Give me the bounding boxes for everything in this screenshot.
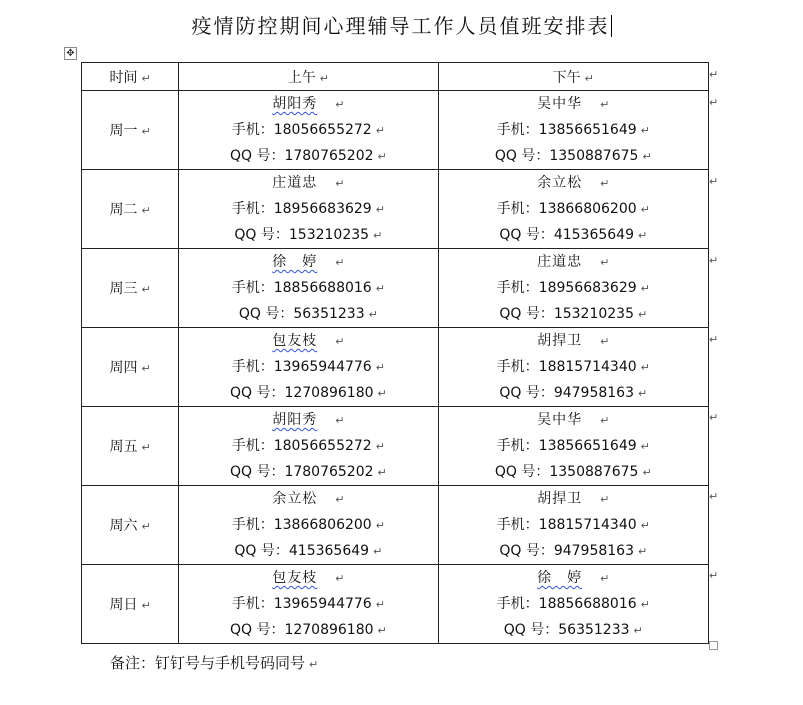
staff-qq: QQ 号：1350887675 <box>494 148 639 164</box>
paragraph-mark-icon: ↵ <box>375 282 385 295</box>
phone-line <box>439 512 708 538</box>
staff-qq: QQ 号：56351233 <box>503 622 630 638</box>
day-label: 周五 <box>109 439 138 455</box>
staff-name-line <box>179 328 437 354</box>
phone-line <box>179 591 437 617</box>
paragraph-mark-icon: ↵ <box>141 599 151 612</box>
qq-line <box>439 538 708 564</box>
staff-qq: QQ 号：415365649 <box>499 227 634 243</box>
paragraph-mark-icon: ↵ <box>335 493 345 506</box>
pm-duty-cell[interactable] <box>438 565 708 644</box>
paragraph-mark-icon: ↵ <box>335 98 345 111</box>
staff-phone: 手机：13856651649 <box>496 438 637 454</box>
paragraph-mark-icon: ↵ <box>640 519 650 532</box>
qq-line <box>439 222 708 248</box>
paragraph-mark-icon: ↵ <box>600 98 610 111</box>
page-title-text: 疫情防控期间心理辅导工作人员值班安排表 <box>191 14 610 38</box>
staff-qq: QQ 号：415365649 <box>234 543 370 559</box>
staff-name: 余立松 <box>537 175 583 191</box>
text-cursor <box>611 15 612 37</box>
paragraph-mark-icon: ↵ <box>377 150 387 163</box>
staff-name-line <box>179 91 437 117</box>
paragraph-mark-icon: ↵ <box>141 520 151 533</box>
staff-qq: QQ 号：1270896180 <box>229 622 374 638</box>
am-duty-cell[interactable] <box>179 565 438 644</box>
staff-name-line <box>439 170 708 196</box>
staff-name-line <box>179 170 437 196</box>
staff-phone: 手机：18056655272 <box>231 122 372 138</box>
paragraph-mark-icon: ↵ <box>642 466 652 479</box>
phone-line <box>179 433 437 459</box>
staff-name: 胡捍卫 <box>537 491 583 507</box>
paragraph-mark-icon: ↵ <box>375 598 385 611</box>
qq-line <box>179 538 437 564</box>
paragraph-mark-icon: ↵ <box>373 545 383 558</box>
phone-line <box>439 117 708 143</box>
staff-phone: 手机：18056655272 <box>231 438 372 454</box>
header-am[interactable] <box>179 63 438 91</box>
paragraph-mark-icon: ↵ <box>600 572 610 585</box>
day-cell[interactable] <box>82 486 179 565</box>
pm-duty-cell[interactable] <box>438 407 708 486</box>
pm-duty-cell[interactable] <box>438 249 708 328</box>
staff-phone: 手机：13965944776 <box>231 596 372 612</box>
paragraph-mark-icon: ↵ <box>375 124 385 137</box>
table-header-row <box>82 63 709 91</box>
row-end-mark-icon: ↵ <box>709 569 719 582</box>
am-duty-cell[interactable] <box>179 486 438 565</box>
qq-line <box>179 143 437 169</box>
qq-line <box>439 459 708 485</box>
paragraph-mark-icon: ↵ <box>377 466 387 479</box>
paragraph-mark-icon: ↵ <box>375 361 385 374</box>
paragraph-mark-icon: ↵ <box>633 624 643 637</box>
duty-schedule-table <box>81 62 709 644</box>
paragraph-mark-icon: ↵ <box>368 308 378 321</box>
paragraph-mark-icon: ↵ <box>600 493 610 506</box>
paragraph-mark-icon: ↵ <box>141 125 151 138</box>
staff-name: 庄道忠 <box>272 175 318 191</box>
qq-line <box>179 301 437 327</box>
qq-line <box>439 301 708 327</box>
paragraph-mark-icon: ↵ <box>600 256 610 269</box>
table-row <box>82 91 709 170</box>
qq-line <box>179 459 437 485</box>
day-cell[interactable] <box>82 170 179 249</box>
paragraph-mark-icon: ↵ <box>640 361 650 374</box>
staff-phone: 手机：13856651649 <box>496 122 637 138</box>
table-row <box>82 328 709 407</box>
staff-name-line <box>179 407 437 433</box>
qq-line <box>439 617 708 643</box>
staff-name-line <box>439 565 708 591</box>
day-label: 周一 <box>109 123 138 139</box>
phone-line <box>439 275 708 301</box>
phone-line <box>439 354 708 380</box>
qq-line <box>439 380 708 406</box>
phone-line <box>179 117 437 143</box>
qq-line <box>179 222 437 248</box>
day-cell[interactable] <box>82 328 179 407</box>
table-row <box>82 170 709 249</box>
qq-line <box>179 380 437 406</box>
paragraph-mark-icon: ↵ <box>373 229 383 242</box>
paragraph-mark-icon: ↵ <box>637 545 648 558</box>
row-end-mark-icon: ↵ <box>709 411 719 424</box>
table-resize-handle[interactable] <box>709 641 718 650</box>
staff-phone: 手机：13866806200 <box>231 517 372 533</box>
paragraph-mark-icon: ↵ <box>335 414 345 427</box>
staff-name: 胡阳秀 <box>272 412 318 428</box>
paragraph-mark-icon: ↵ <box>335 572 345 585</box>
paragraph-mark-icon: ↵ <box>141 204 151 217</box>
paragraph-mark-icon: ↵ <box>335 256 345 269</box>
staff-name-line <box>439 407 708 433</box>
paragraph-mark-icon: ↵ <box>141 441 151 454</box>
day-label: 周二 <box>109 202 138 218</box>
staff-qq: QQ 号：1780765202 <box>229 464 374 480</box>
staff-phone: 手机：18856688016 <box>231 280 372 296</box>
pm-duty-cell[interactable] <box>438 486 708 565</box>
row-end-mark-icon: ↵ <box>709 490 719 503</box>
staff-qq: QQ 号：56351233 <box>238 306 365 322</box>
qq-line <box>179 617 437 643</box>
staff-name: 余立松 <box>272 491 318 507</box>
day-label: 周六 <box>109 518 138 534</box>
day-label: 周日 <box>109 597 138 613</box>
table-row <box>82 486 709 565</box>
table-row <box>82 565 709 644</box>
paragraph-mark-icon: ↵ <box>309 658 319 671</box>
am-duty-cell[interactable] <box>179 249 438 328</box>
staff-name-line <box>439 328 708 354</box>
staff-name-line <box>179 486 437 512</box>
paragraph-mark-icon: ↵ <box>141 71 151 85</box>
paragraph-mark-icon: ↵ <box>640 440 650 453</box>
row-end-mark-icon: ↵ <box>709 96 719 109</box>
staff-name: 包友枝 <box>272 333 318 349</box>
remark-text: 备注：钉钉号与手机号码同号 <box>110 654 306 672</box>
row-end-mark-icon: ↵ <box>709 333 719 346</box>
staff-phone: 手机：18956683629 <box>231 201 372 217</box>
phone-line <box>179 196 437 222</box>
staff-name-line <box>179 249 437 275</box>
staff-name: 徐 婷 <box>537 570 583 586</box>
staff-name: 包友枝 <box>272 570 318 586</box>
phone-line <box>179 512 437 538</box>
paragraph-mark-icon: ↵ <box>584 71 594 85</box>
paragraph-mark-icon: ↵ <box>637 229 648 242</box>
am-duty-cell[interactable] <box>179 407 438 486</box>
staff-name: 吴中华 <box>537 96 583 112</box>
table-row <box>82 407 709 486</box>
staff-name: 胡阳秀 <box>272 96 318 112</box>
paragraph-mark-icon: ↵ <box>637 387 648 400</box>
page-title <box>0 10 803 39</box>
paragraph-mark-icon: ↵ <box>600 414 610 427</box>
staff-phone: 手机：18815714340 <box>496 359 637 375</box>
paragraph-mark-icon: ↵ <box>600 335 610 348</box>
paragraph-mark-icon: ↵ <box>640 282 650 295</box>
staff-name: 吴中华 <box>537 412 583 428</box>
row-end-mark-icon: ↵ <box>709 68 719 81</box>
staff-name: 庄道忠 <box>537 254 583 270</box>
table-row <box>82 249 709 328</box>
paragraph-mark-icon: ↵ <box>600 177 610 190</box>
staff-qq: QQ 号：1780765202 <box>229 148 374 164</box>
phone-line <box>439 196 708 222</box>
day-label: 周三 <box>109 281 138 297</box>
staff-qq: QQ 号：947958163 <box>499 543 634 559</box>
staff-qq: QQ 号：153210235 <box>234 227 370 243</box>
paragraph-mark-icon: ↵ <box>640 203 650 216</box>
staff-name-line <box>179 565 437 591</box>
am-duty-cell[interactable] <box>179 91 438 170</box>
pm-duty-cell[interactable] <box>438 170 708 249</box>
staff-phone: 手机：18956683629 <box>496 280 637 296</box>
staff-qq: QQ 号：947958163 <box>499 385 634 401</box>
table-move-handle-icon[interactable]: ✥ <box>64 47 77 60</box>
phone-line <box>179 275 437 301</box>
paragraph-mark-icon: ↵ <box>375 440 385 453</box>
staff-qq: QQ 号：1270896180 <box>229 385 374 401</box>
staff-name: 胡捍卫 <box>537 333 583 349</box>
paragraph-mark-icon: ↵ <box>375 203 385 216</box>
day-cell[interactable] <box>82 91 179 170</box>
pm-duty-cell[interactable] <box>438 91 708 170</box>
header-pm[interactable] <box>438 63 708 91</box>
staff-phone: 手机：13866806200 <box>496 201 637 217</box>
staff-phone: 手机：13965944776 <box>231 359 372 375</box>
paragraph-mark-icon: ↵ <box>335 177 345 190</box>
day-label: 周四 <box>109 360 138 376</box>
header-am-label: 上午 <box>287 69 316 86</box>
am-duty-cell[interactable] <box>179 170 438 249</box>
phone-line <box>439 591 708 617</box>
staff-phone: 手机：18856688016 <box>496 596 637 612</box>
paragraph-mark-icon: ↵ <box>637 308 648 321</box>
day-cell[interactable] <box>82 565 179 644</box>
paragraph-mark-icon: ↵ <box>640 598 650 611</box>
table-body <box>82 91 709 644</box>
paragraph-mark-icon: ↵ <box>335 335 345 348</box>
header-time[interactable] <box>82 63 179 91</box>
staff-name-line <box>439 486 708 512</box>
staff-name-line <box>439 249 708 275</box>
am-duty-cell[interactable] <box>179 328 438 407</box>
paragraph-mark-icon: ↵ <box>319 71 329 85</box>
paragraph-mark-icon: ↵ <box>375 519 385 532</box>
paragraph-mark-icon: ↵ <box>377 387 387 400</box>
paragraph-mark-icon: ↵ <box>141 283 151 296</box>
remark-note <box>110 652 318 673</box>
paragraph-mark-icon: ↵ <box>141 362 151 375</box>
row-end-mark-icon: ↵ <box>709 254 719 267</box>
phone-line <box>439 433 708 459</box>
day-cell[interactable] <box>82 407 179 486</box>
staff-name: 徐 婷 <box>272 254 318 270</box>
staff-qq: QQ 号：153210235 <box>499 306 634 322</box>
staff-name-line <box>439 91 708 117</box>
paragraph-mark-icon: ↵ <box>377 624 387 637</box>
day-cell[interactable] <box>82 249 179 328</box>
qq-line <box>439 143 708 169</box>
staff-qq: QQ 号：1350887675 <box>494 464 639 480</box>
row-end-mark-icon: ↵ <box>709 175 719 188</box>
paragraph-mark-icon: ↵ <box>642 150 652 163</box>
header-pm-label: 下午 <box>552 69 581 86</box>
staff-phone: 手机：18815714340 <box>496 517 637 533</box>
header-time-label: 时间 <box>109 69 138 86</box>
paragraph-mark-icon: ↵ <box>640 124 650 137</box>
phone-line <box>179 354 437 380</box>
pm-duty-cell[interactable] <box>438 328 708 407</box>
